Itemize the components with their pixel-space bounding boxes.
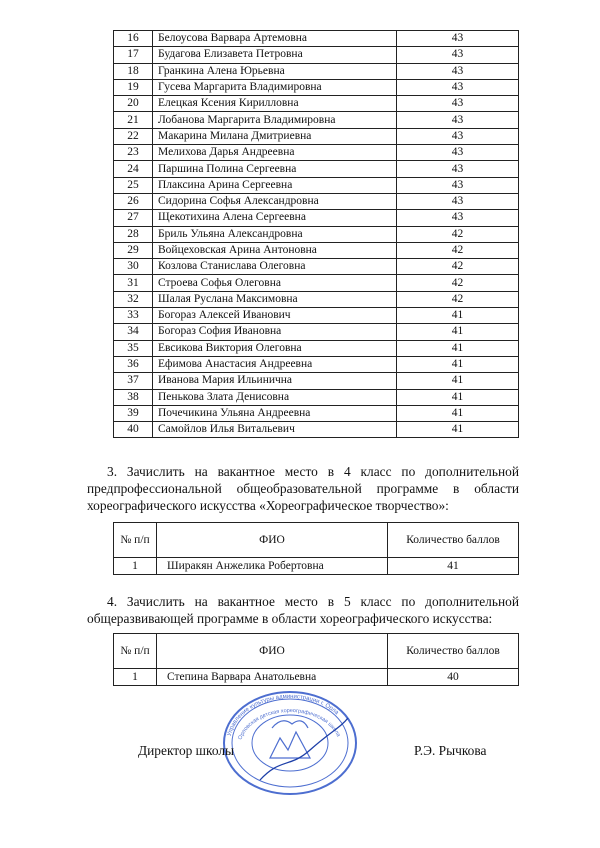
- row-score: 42: [397, 242, 519, 258]
- row-name: Ширакян Анжелика Робертовна: [157, 558, 388, 575]
- row-score: 43: [397, 193, 519, 209]
- table-row: [114, 128, 519, 144]
- section-4-table: [113, 633, 519, 686]
- table-row: [114, 291, 519, 307]
- row-name: Лобанова Маргарита Владимировна: [153, 112, 397, 128]
- row-num: 31: [114, 275, 153, 291]
- table-header-row: [114, 634, 519, 669]
- row-score: 43: [397, 79, 519, 95]
- table-row: [114, 405, 519, 421]
- table-row: [114, 145, 519, 161]
- row-num: 20: [114, 96, 153, 112]
- row-score: 42: [397, 291, 519, 307]
- section-4-line-1: 4. Зачислить на вакантное место в 5 класс по дополнительной: [107, 594, 519, 609]
- row-num: 28: [114, 226, 153, 242]
- header-score: Количество баллов: [388, 523, 519, 558]
- row-name: Богораз София Ивановна: [153, 324, 397, 340]
- row-num: 30: [114, 259, 153, 275]
- row-score: 42: [397, 275, 519, 291]
- table-row: [114, 193, 519, 209]
- row-score: 41: [397, 389, 519, 405]
- table-row: [114, 373, 519, 389]
- table-row: [114, 389, 519, 405]
- row-name: Гранкина Алена Юрьевна: [153, 63, 397, 79]
- header-score: Количество баллов: [388, 634, 519, 669]
- row-score: 42: [397, 259, 519, 275]
- director-name: Р.Э. Рычкова: [414, 743, 487, 758]
- row-name: Бриль Ульяна Александровна: [153, 226, 397, 242]
- table-header-row: [114, 523, 519, 558]
- row-name: Паршина Полина Сергеевна: [153, 161, 397, 177]
- row-num: 35: [114, 340, 153, 356]
- row-num: 1: [114, 558, 157, 575]
- stamp-inner-text: Орловская детская хореографическая школа: [237, 707, 342, 741]
- row-num: 40: [114, 422, 153, 438]
- row-name: Войцеховская Арина Антоновна: [153, 242, 397, 258]
- header-num: № п/п: [114, 634, 157, 669]
- row-num: 27: [114, 210, 153, 226]
- table-row: [114, 259, 519, 275]
- row-num: 1: [114, 669, 157, 686]
- row-score: 41: [397, 308, 519, 324]
- row-score: 43: [397, 96, 519, 112]
- row-num: 29: [114, 242, 153, 258]
- row-score: 41: [397, 324, 519, 340]
- section-4-line-2: общеразвивающей программе в области хореографического искусства:: [87, 611, 493, 626]
- row-name: Шалая Руслана Максимовна: [153, 291, 397, 307]
- table-row: [114, 356, 519, 372]
- row-name: Козлова Станислава Олеговна: [153, 259, 397, 275]
- row-num: 16: [114, 31, 153, 47]
- row-num: 33: [114, 308, 153, 324]
- row-name: Гусева Маргарита Владимировна: [153, 79, 397, 95]
- row-num: 32: [114, 291, 153, 307]
- row-score: 43: [397, 112, 519, 128]
- row-name: Строева Софья Олеговна: [153, 275, 397, 291]
- row-num: 36: [114, 356, 153, 372]
- table-row: [114, 324, 519, 340]
- row-name: Иванова Мария Ильинична: [153, 373, 397, 389]
- table-row: [114, 210, 519, 226]
- row-score: 43: [397, 210, 519, 226]
- students-table: [113, 30, 519, 438]
- director-title: Директор школы: [138, 743, 235, 758]
- table-row: [114, 177, 519, 193]
- row-num: 37: [114, 373, 153, 389]
- row-name: Щекотихина Алена Сергеевна: [153, 210, 397, 226]
- row-name: Степина Варвара Анатольевна: [157, 669, 388, 686]
- table-row: [114, 63, 519, 79]
- row-score: 43: [397, 47, 519, 63]
- row-score: 41: [397, 356, 519, 372]
- row-num: 39: [114, 405, 153, 421]
- row-num: 24: [114, 161, 153, 177]
- row-num: 25: [114, 177, 153, 193]
- row-num: 19: [114, 79, 153, 95]
- section-3-line-1: 3. Зачислить на вакантное место в 4 класс по дополнительной: [107, 464, 519, 479]
- header-fio: ФИО: [157, 523, 388, 558]
- row-score: 41: [397, 373, 519, 389]
- row-name: Елецкая Ксения Кирилловна: [153, 96, 397, 112]
- row-num: 23: [114, 145, 153, 161]
- row-score: 43: [397, 145, 519, 161]
- table-row: [114, 112, 519, 128]
- row-name: Ефимова Анастасия Андреевна: [153, 356, 397, 372]
- row-score: 43: [397, 31, 519, 47]
- row-score: 43: [397, 161, 519, 177]
- official-stamp: [220, 688, 360, 798]
- row-num: 18: [114, 63, 153, 79]
- students-table-body: [114, 31, 519, 438]
- table-row: [114, 47, 519, 63]
- section-3-line-2: предпрофессиональной общеобразовательной программе в области: [87, 481, 519, 496]
- row-name: Сидорина Софья Александровна: [153, 193, 397, 209]
- row-name: Будагова Елизавета Петровна: [153, 47, 397, 63]
- row-score: 43: [397, 128, 519, 144]
- section-4-text: [87, 593, 519, 627]
- row-score: 41: [397, 405, 519, 421]
- table-row: [114, 79, 519, 95]
- table-row: [114, 96, 519, 112]
- row-num: 17: [114, 47, 153, 63]
- table-row: [114, 242, 519, 258]
- table-row: [114, 308, 519, 324]
- row-name: Богораз Алексей Иванович: [153, 308, 397, 324]
- row-score: 40: [388, 669, 519, 686]
- row-name: Самойлов Илья Витальевич: [153, 422, 397, 438]
- row-name: Мелихова Дарья Андреевна: [153, 145, 397, 161]
- row-name: Почечикина Ульяна Андреевна: [153, 405, 397, 421]
- row-name: Плаксина Арина Сергеевна: [153, 177, 397, 193]
- table-row: [114, 558, 519, 575]
- row-num: 26: [114, 193, 153, 209]
- header-fio: ФИО: [157, 634, 388, 669]
- row-score: 43: [397, 63, 519, 79]
- table-row: [114, 340, 519, 356]
- table-row: [114, 161, 519, 177]
- row-name: Пенькова Злата Денисовна: [153, 389, 397, 405]
- row-num: 34: [114, 324, 153, 340]
- row-score: 41: [397, 340, 519, 356]
- section-3-table: [113, 522, 519, 575]
- row-num: 38: [114, 389, 153, 405]
- row-name: Евсикова Виктория Олеговна: [153, 340, 397, 356]
- row-score: 43: [397, 177, 519, 193]
- row-score: 42: [397, 226, 519, 242]
- section-3-text: [87, 463, 519, 514]
- table-row: [114, 669, 519, 686]
- row-name: Белоусова Варвара Артемовна: [153, 31, 397, 47]
- row-score: 41: [397, 422, 519, 438]
- row-score: 41: [388, 558, 519, 575]
- row-num: 22: [114, 128, 153, 144]
- row-num: 21: [114, 112, 153, 128]
- header-num: № п/п: [114, 523, 157, 558]
- table-row: [114, 31, 519, 47]
- stamp-outer-text: Управление культуры администрации г. Орла: [226, 693, 340, 737]
- table-row: [114, 226, 519, 242]
- table-row: [114, 275, 519, 291]
- row-name: Макарина Милана Дмитриевна: [153, 128, 397, 144]
- table-row: [114, 422, 519, 438]
- section-3-line-3: хореографического искусства «Хореографическое творчество»:: [87, 498, 449, 513]
